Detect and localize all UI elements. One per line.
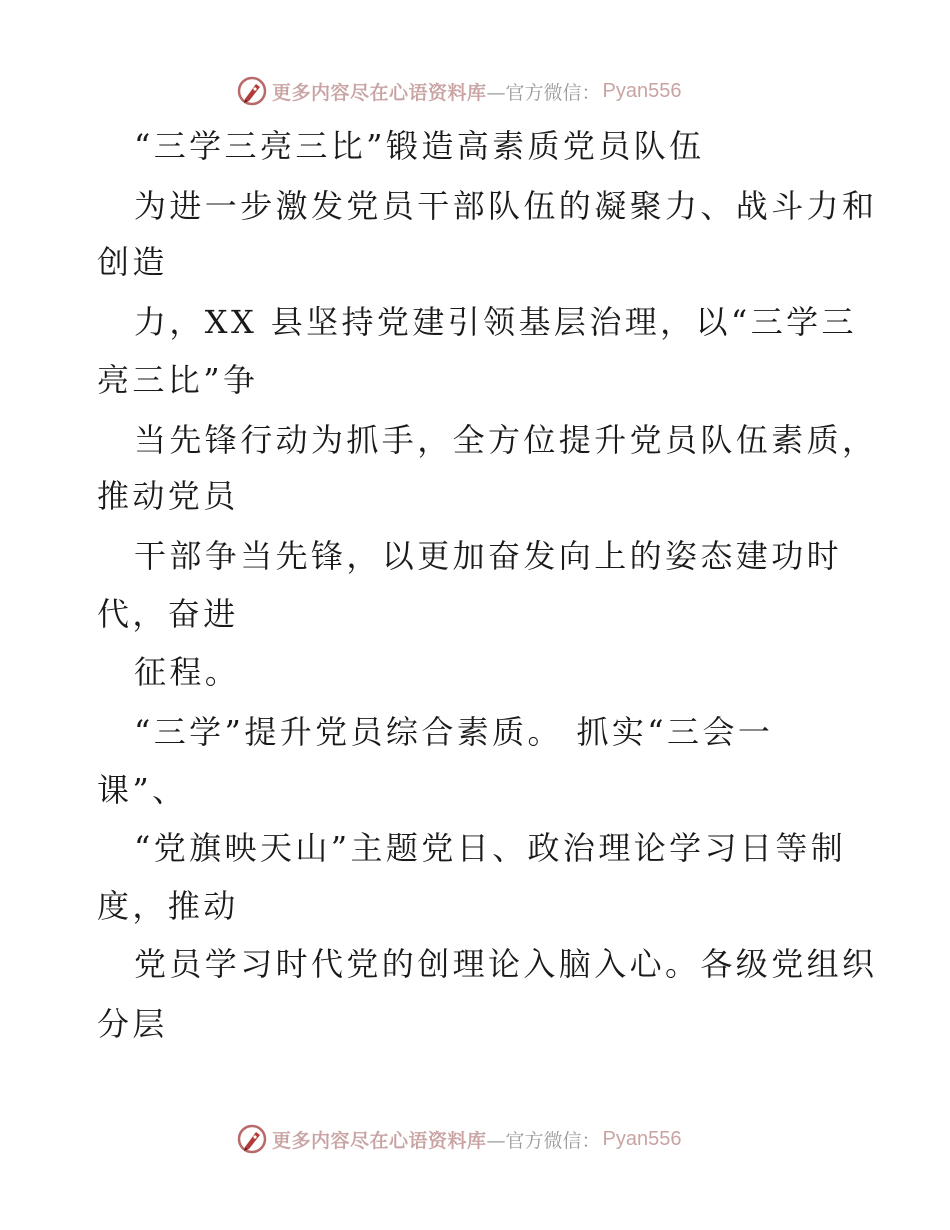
text-line: 课”、 — [97, 771, 188, 809]
watermark-wechat-id: Pyan556 — [602, 1127, 682, 1150]
document-title: “三学三亮三比”锻造高素质党员队伍 — [134, 127, 705, 165]
text-line: 创造 — [97, 243, 168, 281]
watermark-header — [236, 74, 682, 108]
watermark-footer — [236, 1122, 682, 1156]
text-line: 当先锋行动为抓手，全方位提升党员队伍素质， — [134, 421, 878, 459]
section-heading: “三学”提升党员综合素质。 抓实“三会一 — [134, 713, 774, 751]
text-line: 分层 — [97, 1005, 168, 1043]
pen-nib-logo-icon — [236, 75, 268, 107]
text-line: 为进一步激发党员干部队伍的凝聚力、战斗力和 — [134, 187, 878, 225]
watermark-title: 更多内容尽在心语资料库 — [272, 81, 487, 104]
text-line: 征程。 — [134, 653, 241, 691]
text-line: “党旗映天山”主题党日、政治理论学习日等制 — [134, 829, 847, 867]
watermark-separator: —官方微信： — [486, 1129, 601, 1152]
text-line: 干部争当先锋，以更加奋发向上的姿态建功时 — [134, 537, 843, 575]
text-line: 推动党员 — [97, 477, 239, 515]
pen-nib-logo-icon — [236, 1123, 268, 1155]
watermark-title: 更多内容尽在心语资料库 — [272, 1129, 487, 1152]
watermark-separator: —官方微信： — [486, 81, 601, 104]
watermark-wechat-id: Pyan556 — [602, 79, 682, 102]
text-line: 力，XX 县坚持党建引领基层治理，以“三学三 — [134, 303, 857, 341]
text-line: 党员学习时代党的创理论入脑入心。各级党组织 — [134, 945, 878, 983]
text-line: 代，奋进 — [97, 595, 239, 633]
text-line: 亮三比”争 — [97, 361, 259, 399]
text-line: 度，推动 — [97, 887, 239, 925]
